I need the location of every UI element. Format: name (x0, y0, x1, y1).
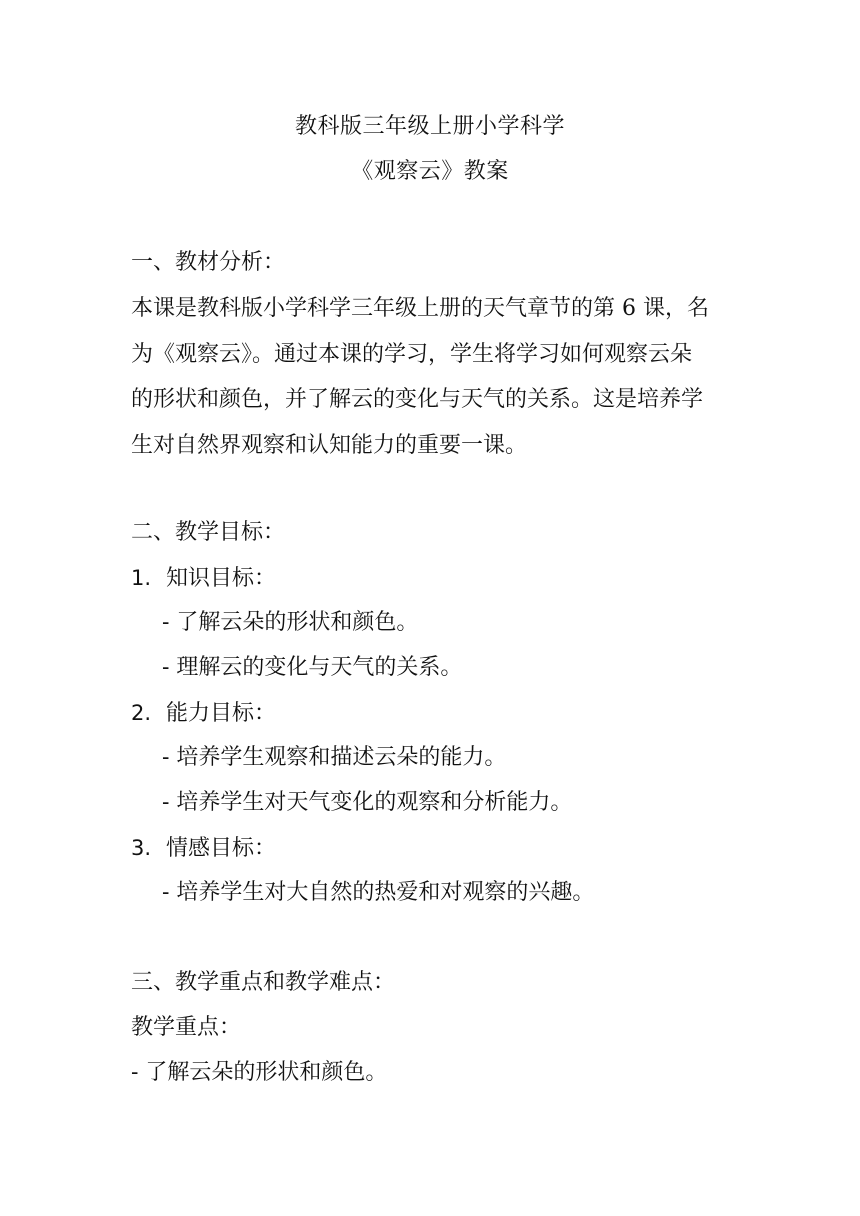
goal-label: 知识目标： (166, 566, 277, 591)
goal-number: 1. (131, 566, 152, 590)
key-point-item: - 了解云朵的形状和颜色。 (131, 1060, 388, 1085)
goal-item: - 培养学生对大自然的热爱和对观察的兴趣。 (162, 880, 595, 905)
goal-label: 能力目标： (166, 701, 277, 726)
goal-number: 2. (131, 701, 152, 725)
key-points-label: 教学重点： (131, 1015, 242, 1040)
goal-emotion (131, 833, 276, 864)
goal-item: - 培养学生观察和描述云朵的能力。 (162, 745, 507, 770)
goal-item: - 培养学生对天气变化的观察和分析能力。 (162, 790, 573, 815)
document-subtitle: 《观察云》教案 (351, 159, 509, 184)
paragraph-line: 为《观察云》。通过本课的学习，学生将学习如何观察云朵 (131, 341, 693, 367)
goal-item: - 理解云的变化与天气的关系。 (162, 655, 463, 680)
textbook-analysis-paragraph (131, 286, 731, 468)
section-heading-textbook-analysis: 一、教材分析： (131, 250, 286, 275)
goal-knowledge (131, 563, 276, 594)
section-heading-key-points: 三、教学重点和教学难点： (131, 970, 396, 995)
goal-number: 3. (131, 836, 152, 860)
goal-label: 情感目标： (166, 836, 277, 861)
goal-ability (131, 698, 276, 729)
goal-item: - 了解云朵的形状和颜色。 (162, 610, 419, 635)
paragraph-line: 本课是教科版小学科学三年级上册的天气章节的第 6 课，名 (131, 296, 709, 321)
paragraph-line: 的形状和颜色，并了解云的变化与天气的关系。这是培养学 (131, 387, 704, 412)
section-heading-teaching-goals: 二、教学目标： (131, 520, 286, 545)
paragraph-line: 生对自然界观察和认知能力的重要一课。 (131, 432, 528, 458)
document-title: 教科版三年级上册小学科学 (294, 114, 565, 139)
